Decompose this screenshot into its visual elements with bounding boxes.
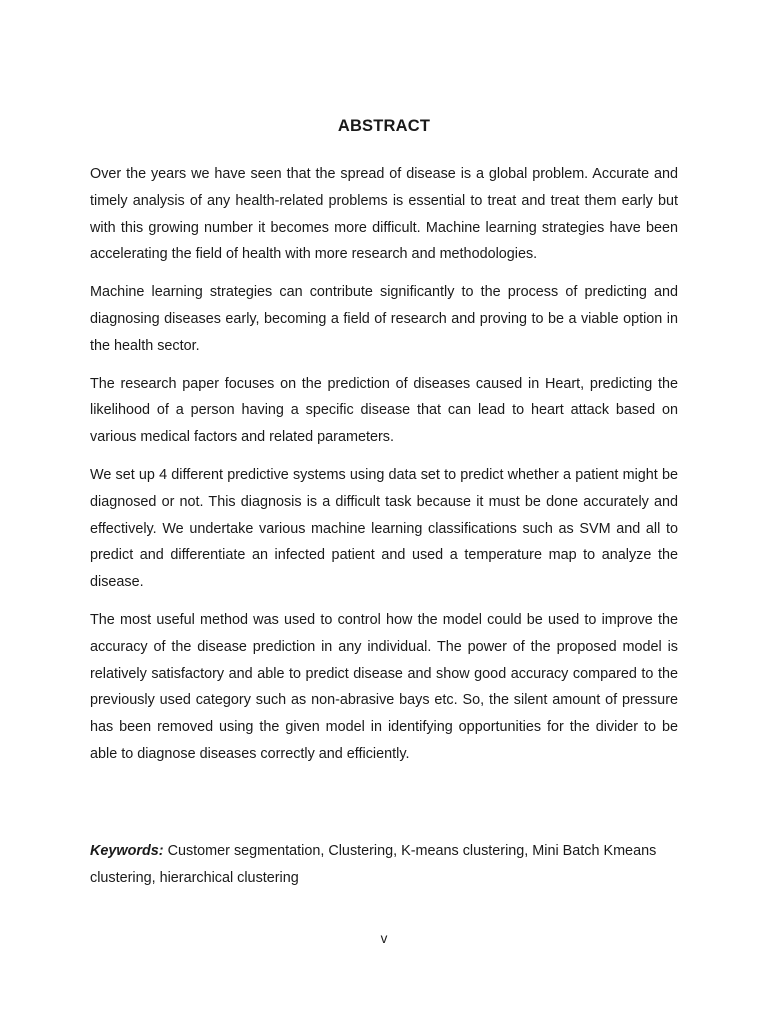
keywords-label: Keywords: (90, 843, 164, 859)
page-number: v (380, 931, 388, 946)
abstract-paragraph-5: The most useful method was used to control how the model could be used to improve the accuracy of the disease prediction in any individual. The power of the proposed model is relatively satisfactory and able to predict disease and show good accuracy compared to the previously used category such as non-abrasive bays etc. So, the silent amount of pressure has been removed using the given model in identifying opportunities for the divider to be able to diagnose diseases correctly and efficiently. (90, 611, 678, 762)
abstract-paragraph-1: Over the years we have seen that the spread of disease is a global problem. Accurate and timely analysis of any health-related problems is essential to treat and treat them early but with this growing number it becomes more difficult. Machine learning strategies have been accelerating the field of health with more research and methodologies. (90, 166, 678, 263)
keywords-text: Customer segmentation, Clustering, K-means clustering, Mini Batch Kmeans clustering, hierarchical clustering (90, 843, 657, 886)
abstract-paragraph-3: The research paper focuses on the prediction of diseases caused in Heart, predicting the likelihood of a person having a specific disease that can lead to heart attack based on various medical factors and related parameters. (90, 375, 678, 446)
keywords-line (90, 838, 678, 892)
abstract-body (90, 161, 678, 779)
abstract-title: ABSTRACT (337, 117, 431, 135)
abstract-paragraph-4: We set up 4 different predictive systems using data set to predict whether a patient might be diagnosed or not. This diagnosis is a difficult task because it must be done accurately and effectively. We undertake various machine learning classifications such as SVM and all to predict and differentiate an infected patient and used a temperature map to analyze the disease. (90, 466, 678, 591)
abstract-paragraph-2: Machine learning strategies can contribute significantly to the process of predicting and diagnosing diseases early, becoming a field of research and proving to be a viable option in the health sector. (90, 284, 678, 354)
